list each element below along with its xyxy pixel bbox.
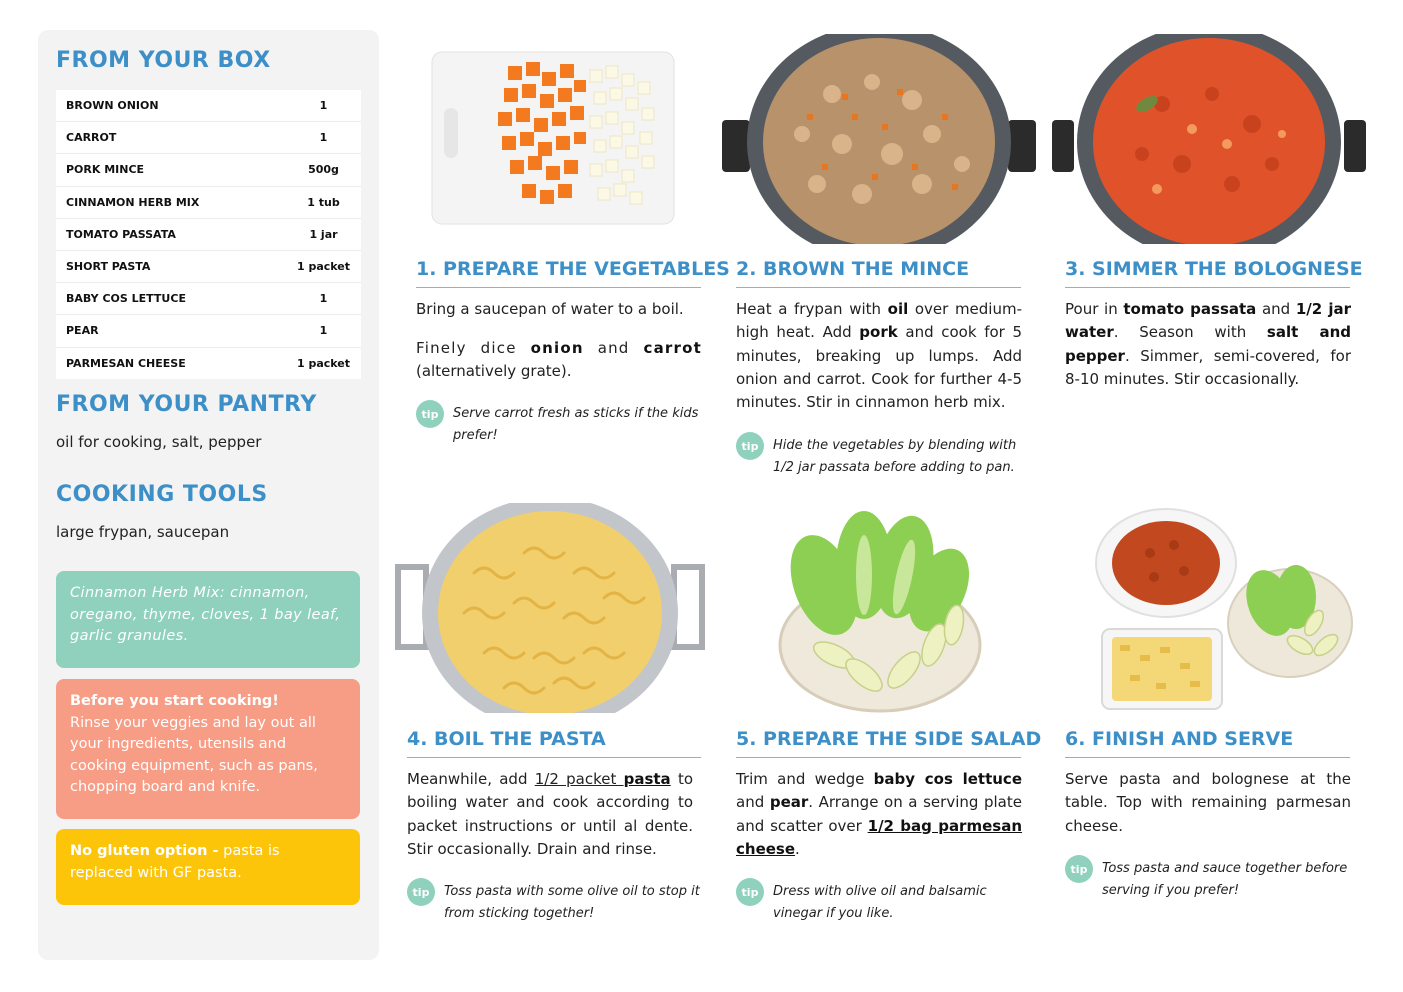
tools-text: large frypan, saucepan xyxy=(56,523,230,541)
step-4-title: 4. BOIL THE PASTA xyxy=(407,728,701,758)
ingredient-qty: 1 tub xyxy=(307,195,340,209)
ingredient-name: SHORT PASTA xyxy=(66,260,151,274)
tip-icon: tip xyxy=(407,878,435,906)
step-text-segment: Pour in xyxy=(1065,300,1124,318)
step-text-segment: over medium-high heat. Add xyxy=(736,300,1023,342)
from-your-pantry-heading: FROM YOUR PANTRY xyxy=(56,392,317,417)
step-5-title: 5. PREPARE THE SIDE SALAD xyxy=(736,728,1021,758)
cooking-tools-heading: COOKING TOOLS xyxy=(56,482,268,507)
step-3-text xyxy=(1065,298,1351,391)
ingredient-highlight: onion xyxy=(530,339,584,357)
tip-text: Serve carrot fresh as sticks if the kids prefer! xyxy=(453,406,699,443)
step-text-segment: and xyxy=(583,339,644,357)
step-text-segment: (alternatively grate). xyxy=(416,362,572,381)
step-6-text: Serve pasta and bolognese at the table. Top with remaining parmesan cheese. xyxy=(1065,770,1351,835)
step-1-text xyxy=(416,298,702,321)
ingredient-qty: 1 xyxy=(319,324,328,338)
step-6-title: 6. FINISH AND SERVE xyxy=(1065,728,1350,758)
tip-icon: tip xyxy=(1065,855,1093,883)
step-4-photo xyxy=(394,503,706,713)
ingredient-qty: 1 packet xyxy=(296,356,351,370)
ingredient-name: PARMESAN CHEESE xyxy=(66,356,186,370)
tip-icon: tip xyxy=(736,878,764,906)
table-row xyxy=(56,219,361,251)
step-text-segment: . Simmer, semi-covered, for 8-10 minutes. Stir occasionally. xyxy=(1065,346,1351,388)
ingredient-name: BROWN ONION xyxy=(66,99,159,113)
ingredient-name: BABY COS LETTUCE xyxy=(66,292,186,306)
step-3-title: 3. SIMMER THE BOLOGNESE xyxy=(1065,258,1350,288)
gluten-option-title: No gluten option - xyxy=(70,843,219,859)
before-cooking-text: Rinse your veggies and lay out all your ingredients, utensils and cooking equipment, such as pans, chopping board and knife. xyxy=(70,714,318,795)
ingredient-highlight: oil xyxy=(887,300,909,318)
step-text-segment: Heat a frypan with xyxy=(736,300,888,318)
step-1-photo xyxy=(418,38,688,238)
table-row xyxy=(56,348,361,379)
step-5-tip xyxy=(736,881,1022,925)
step-1-text-2 xyxy=(416,337,702,384)
table-row xyxy=(56,122,361,154)
step-text-segment: . Arrange on a serving plate and scatter over xyxy=(736,793,1022,835)
ingredient-highlight: pork xyxy=(859,323,898,342)
tip-icon: tip xyxy=(416,400,444,428)
step-text-segment: Finely dice xyxy=(416,339,531,357)
tip-text: Hide the vegetables by blending with 1/2 jar passata before adding to pan. xyxy=(773,438,1017,475)
before-cooking-note xyxy=(56,679,360,819)
ingredient-highlight: pear xyxy=(769,793,809,812)
step-2-photo xyxy=(722,34,1036,244)
step-text-segment: and xyxy=(1256,300,1296,318)
table-row xyxy=(56,283,361,315)
ingredient-qty: 1 xyxy=(319,131,328,145)
tip-text: Dress with olive oil and balsamic vinegar if you like. xyxy=(773,884,987,921)
herb-mix-text: Cinnamon Herb Mix: cinnamon, oregano, thyme, cloves, 1 bay leaf, garlic granules. xyxy=(70,585,341,644)
ingredient-highlight: carrot xyxy=(643,339,702,357)
ingredient-qty: 1 packet xyxy=(296,260,351,274)
step-text-segment: . Season with xyxy=(1113,323,1267,342)
table-row xyxy=(56,154,361,186)
table-row xyxy=(56,90,361,122)
ingredient-name: PEAR xyxy=(66,324,99,338)
step-text-segment: and cook for 5 minutes, breaking up lumps. Add onion and carrot. Cook for further 4-5 minutes. Stir in cinnamon herb mix. xyxy=(736,323,1023,412)
step-1-line-1: Bring a saucepan of water to a boil. xyxy=(416,300,684,318)
ingredient-qty: 500g xyxy=(308,163,339,177)
step-4-text xyxy=(407,768,693,861)
step-5-photo xyxy=(764,505,996,715)
step-6-photo xyxy=(1090,505,1356,715)
step-2-title: 2. BROWN THE MINCE xyxy=(736,258,1021,288)
step-2-text xyxy=(736,298,1022,414)
herb-mix-note xyxy=(56,571,360,668)
table-row xyxy=(56,187,361,219)
ingredient-highlight: salt and pepper xyxy=(1065,323,1351,365)
ingredient-name: CINNAMON HERB MIX xyxy=(66,195,200,209)
step-1-title: 1. PREPARE THE VEGETABLES xyxy=(416,258,701,288)
before-cooking-title: Before you start cooking! xyxy=(70,693,279,709)
step-6-tip xyxy=(1065,858,1351,902)
ingredient-name: TOMATO PASSATA xyxy=(66,227,176,241)
tip-text: Toss pasta and sauce together before serving if you prefer! xyxy=(1102,861,1348,898)
ingredient-highlight: 1/2 bag parmesan cheese xyxy=(736,816,1022,858)
tip-icon: tip xyxy=(736,432,764,460)
ingredients-table xyxy=(56,90,361,379)
table-row xyxy=(56,251,361,283)
ingredient-highlight: tomato passata xyxy=(1123,300,1257,318)
table-row xyxy=(56,315,361,347)
gluten-option-text: pasta is replaced with GF pasta. xyxy=(70,843,280,881)
ingredient-qty: 1 xyxy=(319,292,328,306)
step-text-segment: Meanwhile, add xyxy=(407,770,535,788)
ingredient-name: CARROT xyxy=(66,131,117,145)
pantry-text: oil for cooking, salt, pepper xyxy=(56,433,262,451)
step-text-segment: Trim and wedge xyxy=(736,770,874,788)
from-your-box-heading: FROM YOUR BOX xyxy=(56,48,271,73)
quantity-highlight: 1/2 packet xyxy=(534,770,624,788)
step-2-tip xyxy=(736,435,1022,479)
ingredient-name: PORK MINCE xyxy=(66,163,145,177)
ingredient-highlight: 1/2 jar water xyxy=(1065,300,1351,342)
step-text-segment: . xyxy=(795,839,800,858)
step-5-text xyxy=(736,768,1022,861)
gluten-option-note xyxy=(56,829,360,905)
step-1-tip xyxy=(416,403,702,447)
ingredient-highlight: baby cos lettuce xyxy=(873,770,1022,788)
step-4-tip xyxy=(407,881,701,925)
ingredient-qty: 1 xyxy=(319,99,328,113)
step-text-segment: and xyxy=(736,793,770,812)
tip-text: Toss pasta with some olive oil to stop it from sticking together! xyxy=(444,884,700,921)
ingredient-highlight: pasta xyxy=(623,770,671,788)
step-text-segment: to boiling water and cook according to packet instructions or until al dente. Stir occasionally. Drain and rinse. xyxy=(407,770,693,858)
ingredient-qty: 1 jar xyxy=(309,227,338,241)
step-3-photo xyxy=(1052,34,1366,244)
